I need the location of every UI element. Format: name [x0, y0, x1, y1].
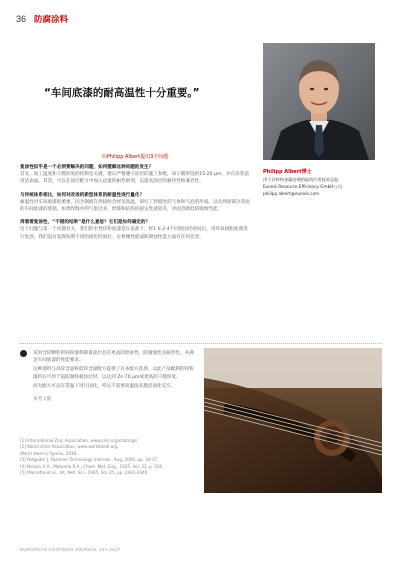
page-footer: EUROPEAN COATINGS JOURNAL 10 • 2017: [20, 547, 121, 552]
person-email: philipp.albert@evonik.com: [263, 191, 320, 196]
section-bullet-icon: [20, 350, 27, 357]
section-divider: [20, 343, 382, 344]
portrait-photo: [263, 43, 375, 160]
references-label: 参考文献: [33, 397, 52, 403]
portrait-illustration: [263, 43, 375, 160]
answer-2: 耐温性对车间底漆很重要，因为钢板在焊接时会经受高温，研究了焊缝处的气体和气泡的形成。以及焊接部分背面的车间底漆的烧损，如果焊缝中的气泡过多，焊缝和结构的稳定性就较差，背面会降低防腐蚀性能。: [20, 199, 250, 213]
reference-item: [4] Nelson H.A., Motorola R.A., Chem. Met. Eng., 1925, Vol. 33, p. 430.: [20, 463, 164, 469]
portrait-caption: [263, 168, 383, 197]
page-header: [16, 12, 68, 26]
person-name: Philipp Albert博士: [263, 169, 312, 175]
page-number: 36: [16, 14, 27, 24]
question-3: 再看看复涂性，“不错的结果”是什么意思？它们是如何确定的？: [20, 220, 151, 226]
pull-quote: “车间底漆的耐高温性十分重要。”: [44, 87, 200, 99]
answer-1: 首先，加工温度和干膜厚度的控制是关键，建议严格遵守涂层的施工参数，如干膜厚度约15-20 μm，并在涂装前清洁表面。其次，可以在涂层配方中加入适量的耐热助剂，以提高涂层的耐热性和兼容性。: [20, 172, 249, 185]
violin-illustration: [204, 348, 382, 493]
conclusion-paragraph: 因为配方可以在常温下进行固化，所以不需要高温度来激活固化反应。: [33, 383, 176, 389]
interview-section: [20, 153, 250, 247]
reference-item: World steel in figures, 2018.: [20, 450, 78, 456]
reference-item: [3] Potgeiter J, Fastener Technology Internat., Aug. 2006, pp. 34-37.: [20, 457, 159, 463]
conclusion-paragraph: 这种漆料与高锌含量和低锌含量配方提供了许多配方选择，以此产品配制的锌粉漆料在可用于雷防腐铁板涂层时，以达到 Zn 70 μm或更高的干膜厚度。: [33, 367, 194, 380]
person-title: 用于涂料和金属处理的硅烷应用技术总监: [263, 177, 339, 182]
reference-item: [1] International Zinc Association, www.zinc.org/coatings/: [20, 438, 138, 443]
interview-intro: 向Philipp Albert提出3个问题: [101, 154, 169, 160]
section-title: 防腐涂料: [34, 15, 69, 25]
reference-item: [5] Marcotte et al., Int. Met. Sci., 1995, Vol. 25, pp. 2441-2446.: [20, 470, 149, 476]
conclusion-text: [33, 350, 197, 405]
person-company: Evonik Resource Efficiency GmbH公司: [263, 184, 342, 189]
answer-3: 这个问题与第一个问题有关，我们的水性锌粉底漆是在基准下，经1 h-3 d不同的固化时间后，用环氧树脂底漆进行复涂，我们没有发现按照不同的固化时间后，在机械性能或防腐蚀性能方面有任何差异。: [20, 227, 248, 240]
conclusion-paragraph: 采用含锌颗粒的锌粉漆料制备涂层具有更高的焊接性、防腐蚀性及耐热性，并满足车间底漆的性能要求。: [33, 351, 194, 364]
reference-item: [2] World steel Association, www.worldsteel.org,: [20, 444, 119, 450]
references-list: [20, 438, 200, 476]
question-1: 复涂性似乎是一个必须要解决的问题，如何缓解这种问题的发生？: [20, 165, 154, 170]
question-2: 与传统体系相比，如何对改进的新型体系的耐温性进行量化？: [20, 192, 145, 198]
violin-photo: [204, 348, 382, 493]
